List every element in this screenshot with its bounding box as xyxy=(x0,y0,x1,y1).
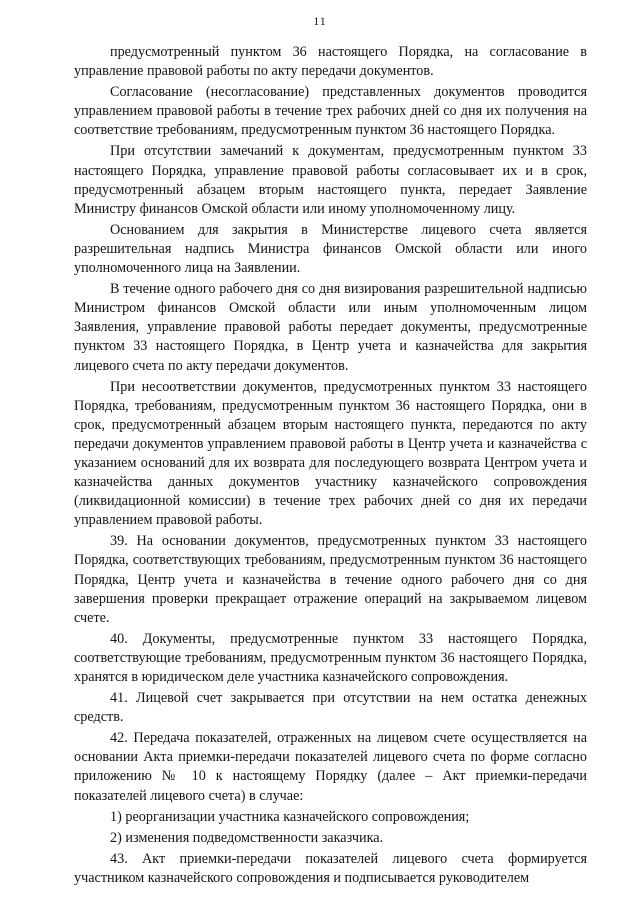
paragraph: 40. Документы, предусмотренные пунктом 33 настоящего Порядка, соответствующие требованиям, предусмотренным пунктом 36 настоящего Порядка, хранятся в юридическом деле участника казначейского сопровождения. xyxy=(74,630,587,685)
paragraph: В течение одного рабочего дня со дня визирования разрешительной надписью Министром финансов Омской области или иным уполномоченным лицом Заявления, управление правовой работы передает документы, предусмотренные пунктом 33 настоящего Порядка, в Центр учета и казначейства для закрытия лицевого счета по акту передачи документов. xyxy=(74,281,587,374)
paragraph: предусмотренный пунктом 36 настоящего Порядка, на согласование в управление правовой работы по акту передачи документов. xyxy=(74,44,587,80)
paragraph: При несоответствии документов, предусмотренных пунктом 33 настоящего Порядка, требованиям, предусмотренным пунктом 36 настоящего Порядка, они в срок, предусмотренный абзацем вторым настоящего пункта, передаются по акту передачи документов управлением правовой работы в Центр учета и казначейства с указанием оснований для их возврата для последующего возврата Центром учета и казначейства данных документов участнику казначейского сопровождения (ликвидационной комиссии) в течение трех рабочих дней со дня их передачи управлением правовой работы. xyxy=(74,378,587,529)
paragraph: 41. Лицевой счет закрывается при отсутствии на нем остатка денежных средств. xyxy=(74,690,587,726)
paragraph: При отсутствии замечаний к документам, предусмотренным пунктом 33 настоящего Порядка, управление правовой работы согласовывает их и в срок, предусмотренный абзацем вторым настоящего пункта, передает Заявление Министру финансов Омской области или иному уполномоченному лицу. xyxy=(74,143,587,217)
document-body xyxy=(74,43,587,888)
paragraph: 39. На основании документов, предусмотренных пунктом 33 настоящего Порядка, соответствующих требованиям, предусмотренным пунктом 36 настоящего Порядка, Центр учета и казначейства в течение одного рабочего дня со дня завершения проверки прекращает отражение операций на закрываемом лицевом счете. xyxy=(74,533,587,626)
paragraph: 43. Акт приемки-передачи показателей лицевого счета формируется участником казначейского сопровождения и подписывается руководителем xyxy=(74,850,587,886)
paragraph: 42. Передача показателей, отраженных на лицевом счете осуществляется на основании Акта приемки-передачи показателей лицевого счета по форме согласно приложению № 10 к настоящему Порядку (далее – Акт приемки-передачи показателей лицевого счета) в случае: xyxy=(74,730,587,804)
paragraph: 2) изменения подведомственности заказчика. xyxy=(110,829,384,846)
paragraph: Согласование (несогласование) представленных документов проводится управлением правовой работы в течение трех рабочих дней со дня их получения на соответствие требованиям, предусмотренным пунктом 36 настоящего Порядка. xyxy=(74,84,587,139)
paragraph: Основанием для закрытия в Министерстве лицевого счета является разрешительная надпись Министра финансов Омской области или иного уполномоченного лица на Заявлении. xyxy=(74,221,587,277)
paragraph: 1) реорганизации участника казначейского сопровождения; xyxy=(110,808,470,825)
page-number: 11 xyxy=(313,14,327,28)
